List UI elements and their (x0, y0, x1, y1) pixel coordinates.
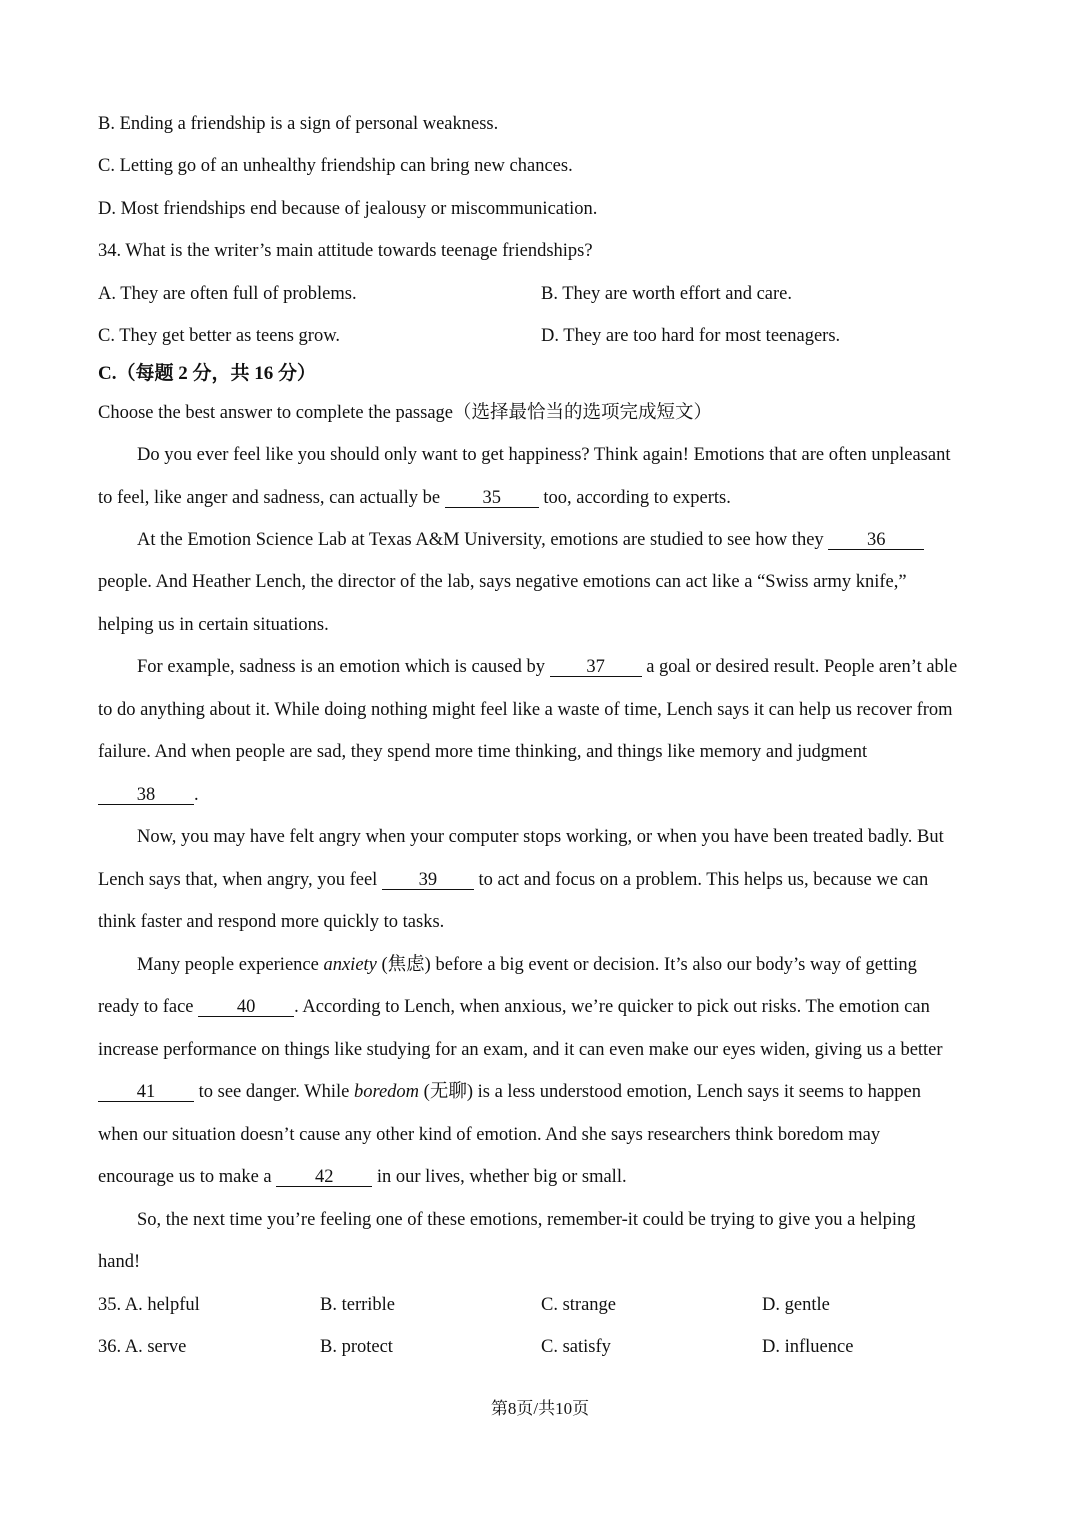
passage-p5-line2 (98, 996, 930, 1018)
passage-p4-line2 (98, 869, 928, 891)
q36-option-c: C. satisfy (541, 1337, 611, 1357)
passage-p5-line3: increase performance on things like studying for an exam, and it can even make our eyes widen, giving us a better (98, 1040, 943, 1060)
passage-p3-line1 (137, 656, 957, 678)
q35-option-d: D. gentle (762, 1295, 830, 1315)
blank-36: 36 (828, 531, 924, 550)
q34-option-d: D. They are too hard for most teenagers. (541, 326, 841, 346)
passage-p2-line3: helping us in certain situations. (98, 615, 329, 635)
blank-41: 41 (98, 1083, 194, 1102)
blank-42: 42 (276, 1168, 372, 1187)
text-segment: (无聊) is a less understood emotion, Lench says it seems to happen (419, 1082, 922, 1102)
text-segment: ready to face (98, 997, 199, 1017)
text-segment: in our lives, whether big or small. (372, 1167, 627, 1187)
text-segment: Lench says that, when angry, you feel (98, 870, 382, 890)
q34-question: 34. What is the writer’s main attitude towards teenage friendships? (98, 241, 593, 261)
passage-p2-line2: people. And Heather Lench, the director of the lab, says negative emotions can act like a “Swiss army knife,” (98, 572, 907, 592)
passage-p6-line1: So, the next time you’re feeling one of these emotions, remember-it could be trying to give you a helping (137, 1210, 916, 1230)
text-segment: encourage us to make a (98, 1167, 277, 1187)
q36-option-a: 36. A. serve (98, 1337, 187, 1357)
passage-p5-line1 (137, 954, 917, 976)
q36-option-b: B. protect (320, 1337, 393, 1357)
section-c-instruction: Choose the best answer to complete the passage（选择最恰当的选项完成短文） (98, 403, 712, 423)
text-segment: too, according to experts. (538, 488, 731, 508)
text-segment: For example, sadness is an emotion which is caused by (137, 657, 550, 677)
text-segment: At the Emotion Science Lab at Texas A&M University, emotions are studied to see how they (137, 530, 829, 550)
passage-p5-line4 (98, 1081, 921, 1103)
passage-p6-line2: hand! (98, 1252, 141, 1272)
passage-p3-line4 (98, 784, 199, 806)
blank-35: 35 (445, 489, 539, 508)
passage-p5-line6 (98, 1166, 627, 1188)
page-number: 第8页/共10页 (490, 1399, 590, 1418)
section-c-heading: C.（每题 2 分，共 16 分） (98, 363, 316, 384)
blank-37: 37 (550, 658, 642, 677)
text-segment: to see danger. While (194, 1082, 354, 1102)
text-segment: to feel, like anger and sadness, can actually be (98, 488, 445, 508)
text-segment: . (194, 785, 199, 805)
passage-p4-line3: think faster and respond more quickly to tasks. (98, 912, 445, 932)
q33-option-c: C. Letting go of an unhealthy friendship can bring new chances. (98, 156, 573, 176)
q34-option-b: B. They are worth effort and care. (541, 284, 793, 304)
blank-38: 38 (98, 786, 194, 805)
text-segment: to act and focus on a problem. This helps us, because we can (473, 870, 929, 890)
passage-p1-line1: Do you ever feel like you should only want to get happiness? Think again! Emotions that are often unpleasant (137, 445, 951, 465)
q33-option-b: B. Ending a friendship is a sign of personal weakness. (98, 114, 499, 134)
passage-p5-line5: when our situation doesn’t cause any other kind of emotion. And she says researchers think boredom may (98, 1125, 881, 1145)
q34-option-c: C. They get better as teens grow. (98, 326, 340, 346)
text-segment: (焦虑) before a big event or decision. It’s also our body’s way of getting (376, 955, 917, 975)
passage-p4-line1: Now, you may have felt angry when your computer stops working, or when you have been treated badly. But (137, 827, 944, 847)
q35-option-c: C. strange (541, 1295, 617, 1315)
blank-40: 40 (198, 998, 294, 1017)
text-segment: . According to Lench, when anxious, we’re quicker to pick out risks. The emotion can (294, 997, 930, 1017)
q35-option-a: 35. A. helpful (98, 1295, 200, 1315)
q36-option-d: D. influence (762, 1337, 854, 1357)
text-segment: a goal or desired result. People aren’t able (641, 657, 958, 677)
italic-term: boredom (353, 1082, 420, 1102)
passage-p2-line1 (137, 529, 924, 551)
italic-term: anxiety (323, 955, 377, 975)
text-segment: Many people experience (137, 955, 324, 975)
passage-p1-line2 (98, 487, 731, 509)
q34-option-a: A. They are often full of problems. (98, 284, 357, 304)
q33-option-d: D. Most friendships end because of jealousy or miscommunication. (98, 199, 598, 219)
passage-p3-line2: to do anything about it. While doing nothing might feel like a waste of time, Lench says it can help us recover from (98, 700, 953, 720)
passage-p3-line3: failure. And when people are sad, they spend more time thinking, and things like memory and judgment (98, 742, 868, 762)
q35-option-b: B. terrible (320, 1295, 396, 1315)
blank-39: 39 (382, 871, 474, 890)
